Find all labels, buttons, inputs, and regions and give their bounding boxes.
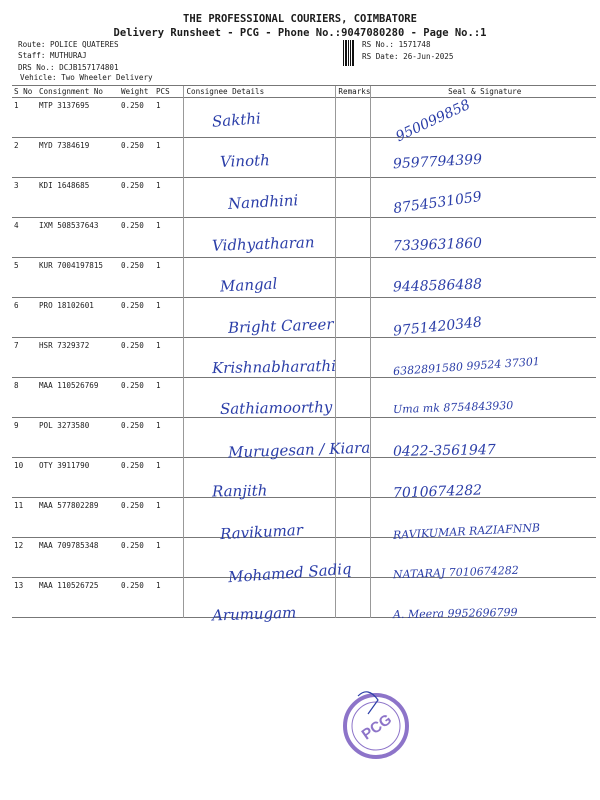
page-title: THE PROFESSIONAL COURIERS, COIMBATORE xyxy=(183,13,417,25)
row-consignment: MAA 110526769 xyxy=(37,378,119,418)
row-remarks-cell xyxy=(336,258,371,298)
handwritten-consignee: Mohamed Sadiq xyxy=(227,559,353,587)
row-consignment: MTP 3137695 xyxy=(37,98,119,138)
rs-no-label: RS No.: 1571748 xyxy=(362,40,431,49)
row-remarks-cell xyxy=(336,578,371,618)
row-sno: 12 xyxy=(12,538,37,578)
row-consignment: KDI 1648685 xyxy=(37,178,119,218)
row-pcs: 1 xyxy=(154,498,184,538)
row-consignment: MYD 7384619 xyxy=(37,138,119,178)
row-weight: 0.250 xyxy=(119,418,154,458)
table-row xyxy=(12,178,596,218)
row-pcs: 1 xyxy=(154,98,184,138)
handwritten-consignee: Arumugam xyxy=(211,603,297,625)
row-remarks-cell xyxy=(336,218,371,258)
stamp-text: PCG xyxy=(358,710,396,744)
handwritten-consignee: Sakthi xyxy=(211,109,262,131)
handwritten-signature: A. Meera 9952696799 xyxy=(392,606,518,622)
handwritten-consignee: Nandhini xyxy=(227,191,299,214)
row-remarks-cell xyxy=(336,178,371,218)
row-consignment: PRO 18102601 xyxy=(37,298,119,338)
row-weight: 0.250 xyxy=(119,178,154,218)
handwritten-signature: 950099858 xyxy=(393,96,473,146)
row-consignment: POL 3273580 xyxy=(37,418,119,458)
handwritten-signature: 0422-3561947 xyxy=(392,441,496,460)
page-subtitle: Delivery Runsheet - PCG - Phone No.:9047080280 - Page No.:1 xyxy=(113,27,487,39)
row-remarks-cell xyxy=(336,498,371,538)
pcg-stamp xyxy=(338,688,414,764)
row-consignment: KUR 7004197815 xyxy=(37,258,119,298)
col-remarks: Remarks xyxy=(336,86,371,98)
row-pcs: 1 xyxy=(154,378,184,418)
row-pcs: 1 xyxy=(154,218,184,258)
row-weight: 0.250 xyxy=(119,538,154,578)
row-remarks-cell xyxy=(336,298,371,338)
row-remarks-cell xyxy=(336,98,371,138)
row-weight: 0.250 xyxy=(119,98,154,138)
handwritten-consignee: Krishnabharathi xyxy=(211,357,337,378)
handwritten-signature: 7339631860 xyxy=(392,235,483,255)
row-sno: 9 xyxy=(12,418,37,458)
route-label: Route: POLICE QUATERES xyxy=(18,40,119,49)
row-pcs: 1 xyxy=(154,338,184,378)
row-remarks-cell xyxy=(336,458,371,498)
row-sno: 3 xyxy=(12,178,37,218)
row-pcs: 1 xyxy=(154,458,184,498)
row-weight: 0.250 xyxy=(119,498,154,538)
row-sno: 13 xyxy=(12,578,37,618)
handwritten-consignee: Vidhyatharan xyxy=(211,232,315,255)
row-weight: 0.250 xyxy=(119,258,154,298)
row-pcs: 1 xyxy=(154,138,184,178)
table-row xyxy=(12,138,596,178)
handwritten-consignee: Murugesan / Kiara xyxy=(227,438,371,462)
staff-label: Staff: MUTHURAJ xyxy=(18,51,87,60)
row-pcs: 1 xyxy=(154,578,184,618)
row-pcs: 1 xyxy=(154,258,184,298)
col-signature: Seal & Signature xyxy=(371,86,596,98)
table-header xyxy=(12,86,596,98)
table-row xyxy=(12,98,596,138)
row-sno: 8 xyxy=(12,378,37,418)
row-consignment: OTY 3911790 xyxy=(37,458,119,498)
row-weight: 0.250 xyxy=(119,458,154,498)
handwritten-signature: 9751420348 xyxy=(392,314,483,340)
row-weight: 0.250 xyxy=(119,578,154,618)
drs-label: DRS No.: DCJB157174801 xyxy=(18,63,119,72)
vehicle-label: Vehicle: Two Wheeler Delivery xyxy=(20,73,153,82)
handwritten-consignee: Vinoth xyxy=(219,151,271,172)
row-weight: 0.250 xyxy=(119,218,154,258)
row-consignment: IXM 508537643 xyxy=(37,218,119,258)
barcode xyxy=(343,40,355,66)
handwritten-consignee: Sathiamoorthy xyxy=(219,398,333,419)
handwritten-consignee: Ranjith xyxy=(211,481,268,501)
col-pcs: PCS xyxy=(154,86,184,98)
row-sno: 2 xyxy=(12,138,37,178)
row-pcs: 1 xyxy=(154,298,184,338)
handwritten-signature: 6382891580 99524 37301 xyxy=(392,355,541,379)
row-remarks-cell xyxy=(336,138,371,178)
row-sno: 11 xyxy=(12,498,37,538)
row-sno: 6 xyxy=(12,298,37,338)
rs-date-label: RS Date: 26-Jun-2025 xyxy=(362,52,454,61)
runsheet-table xyxy=(12,85,596,618)
col-consignee: Consignee Details xyxy=(184,86,336,98)
row-weight: 0.250 xyxy=(119,378,154,418)
table-row xyxy=(12,458,596,498)
row-weight: 0.250 xyxy=(119,298,154,338)
handwritten-signature: 8754531059 xyxy=(392,189,483,218)
row-weight: 0.250 xyxy=(119,338,154,378)
handwritten-signature: 9597794399 xyxy=(392,151,483,173)
row-consignment: MAA 577802289 xyxy=(37,498,119,538)
col-weight: Weight xyxy=(119,86,154,98)
row-remarks-cell xyxy=(336,338,371,378)
row-consignment: HSR 7329372 xyxy=(37,338,119,378)
handwritten-signature: NATARAJ 7010674282 xyxy=(392,563,519,582)
row-pcs: 1 xyxy=(154,178,184,218)
col-sno: S No xyxy=(12,86,37,98)
handwritten-signature: 7010674282 xyxy=(392,482,483,502)
row-sno: 1 xyxy=(12,98,37,138)
row-sno: 4 xyxy=(12,218,37,258)
handwritten-signature: 9448586488 xyxy=(392,276,483,296)
row-remarks-cell xyxy=(336,378,371,418)
table-row xyxy=(12,258,596,298)
row-consignment: MAA 110526725 xyxy=(37,578,119,618)
row-pcs: 1 xyxy=(154,418,184,458)
col-consignment: Consignment No xyxy=(37,86,119,98)
row-pcs: 1 xyxy=(154,538,184,578)
handwritten-consignee: Mangal xyxy=(219,274,278,296)
handwritten-consignee: Ravikumar xyxy=(219,520,304,544)
row-sno: 7 xyxy=(12,338,37,378)
row-sno: 5 xyxy=(12,258,37,298)
row-weight: 0.250 xyxy=(119,138,154,178)
handwritten-consignee: Bright Career xyxy=(227,315,334,337)
handwritten-signature: Uma mk 8754843930 xyxy=(392,399,514,417)
row-sno: 10 xyxy=(12,458,37,498)
row-consignment: MAA 709785348 xyxy=(37,538,119,578)
handwritten-signature: RAVIKUMAR RAZIAFNNB xyxy=(392,521,541,542)
